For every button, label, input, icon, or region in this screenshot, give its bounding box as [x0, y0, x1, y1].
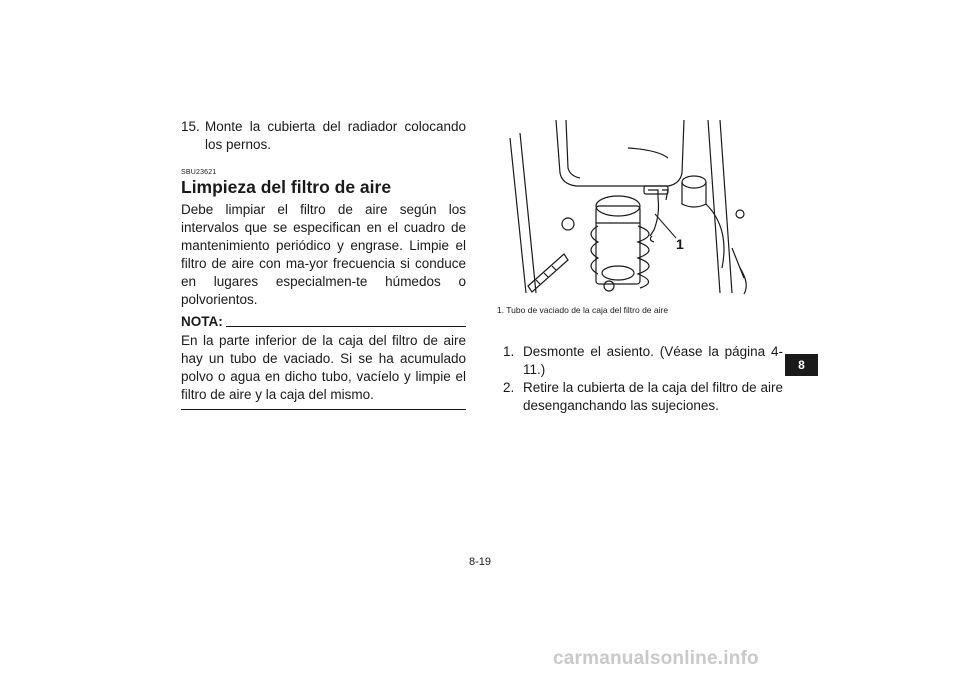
left-column	[181, 118, 466, 410]
step-2	[503, 379, 783, 415]
step-text: Monte la cubierta del radiador colocando los pernos.	[205, 119, 466, 152]
page-number: 8-19	[468, 556, 492, 568]
step-number: 1.	[503, 344, 515, 359]
step-15	[181, 118, 466, 154]
figure-caption: 1. Tubo de vaciado de la caja del filtro de aire	[497, 305, 669, 315]
nota-header	[181, 314, 466, 330]
illustration-drawing	[508, 118, 771, 296]
step-text: Retire la cubierta de la caja del filtro de aire desenganchando las sujeciones.	[523, 380, 783, 413]
nota-label: NOTA:	[181, 314, 223, 329]
air-filter-drain-illustration	[508, 118, 771, 296]
figure-callout-1: 1	[676, 236, 684, 252]
section-heading: Limpieza del filtro de aire	[181, 177, 392, 197]
nota-text: En la parte inferior de la caja del filtro de aire hay un tubo de vaciado. Si se ha acumulado polvo o agua en dicho tubo, vacíelo y limpie el filtro de aire y la caja del mismo.	[181, 332, 466, 410]
chapter-tab: 8	[785, 354, 818, 376]
procedure-steps	[503, 343, 783, 415]
intro-paragraph: Debe limpiar el filtro de aire según los intervalos que se especifican en el cuadro de mantenimiento periódico y engrase. Limpie el filtro de aire con ma-yor frecuencia si conduce en lugares especialmen-te húmedos o polvorientos.	[181, 202, 466, 307]
step-number: 15.	[181, 119, 200, 134]
section-code: SBU23621	[181, 169, 217, 176]
watermark: carmanualsonline.info	[553, 648, 759, 669]
step-1	[503, 343, 783, 379]
nota-rule	[226, 326, 466, 327]
step-number: 2.	[503, 380, 515, 395]
step-text: Desmonte el asiento. (Véase la página 4-11.)	[523, 344, 783, 377]
